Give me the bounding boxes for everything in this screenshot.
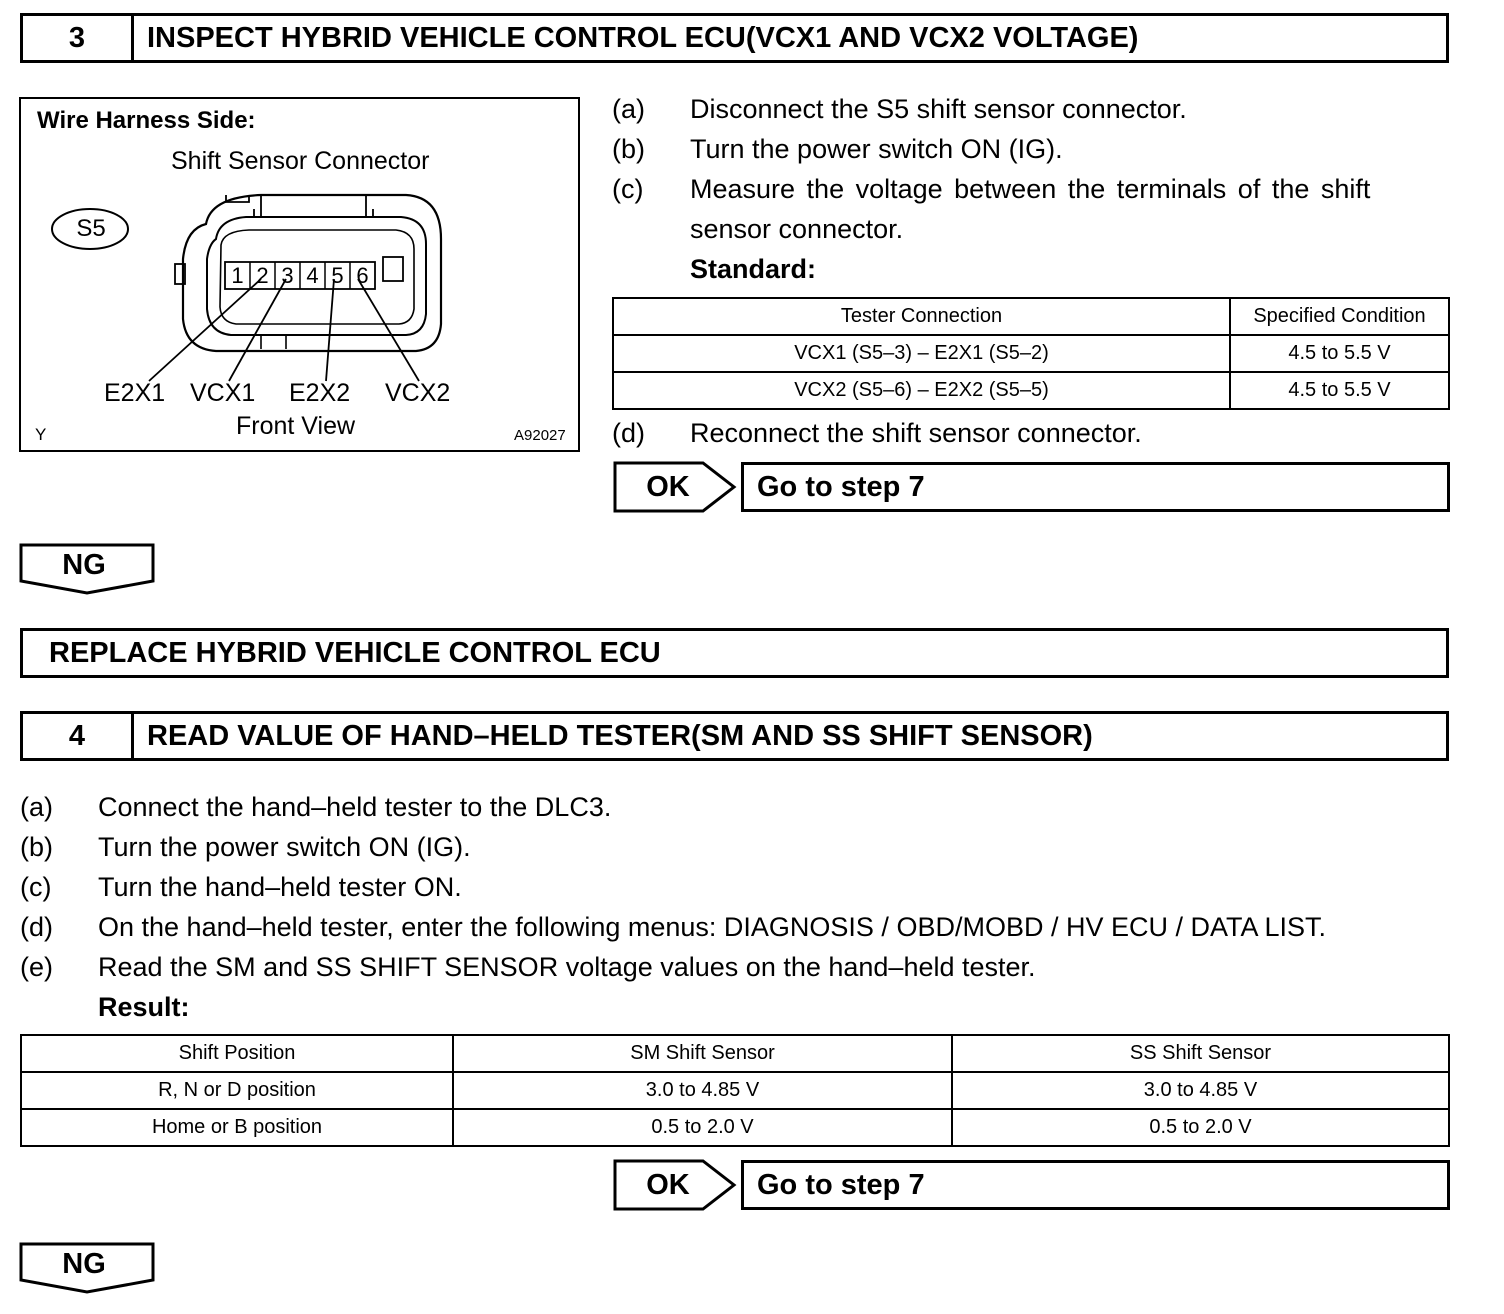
instruction-label: (b): [612, 134, 645, 164]
step-4-ng-arrow[interactable]: [19, 1242, 156, 1294]
ng-label: NG: [62, 1248, 106, 1280]
pin-3: 3: [281, 263, 294, 288]
instruction-label: (d): [612, 418, 645, 448]
table-header: SS Shift Sensor: [952, 1035, 1449, 1072]
instruction-text: Turn the power switch ON (IG).: [98, 832, 471, 862]
step-3-spec-table: [612, 297, 1450, 410]
table-header: Shift Position: [21, 1035, 453, 1072]
pin-6: 6: [356, 263, 369, 288]
ok-label: OK: [646, 1169, 690, 1201]
pin-4: 4: [306, 263, 319, 288]
step-3-go-to-step[interactable]: Go to step 7: [741, 462, 1450, 512]
step-3-number: 3: [23, 16, 134, 60]
connector-right-key: [383, 257, 403, 281]
instruction-text: Turn the power switch ON (IG).: [690, 134, 1063, 164]
step-4-header: [20, 711, 1449, 761]
connector-bottom-notch: [261, 335, 286, 349]
table-cell: 4.5 to 5.5 V: [1230, 335, 1449, 372]
table-row: [21, 1072, 1449, 1109]
view-label: Front View: [236, 412, 356, 440]
standard-label: Standard:: [690, 254, 817, 284]
pin-2: 2: [256, 263, 269, 288]
table-cell: VCX2 (S5–6) – E2X2 (S5–5): [613, 372, 1230, 409]
step-3-ok-arrow[interactable]: [613, 461, 737, 513]
connector-latch: [226, 195, 373, 217]
table-row: [613, 372, 1449, 409]
table-cell: 4.5 to 5.5 V: [1230, 372, 1449, 409]
instruction-text: Disconnect the S5 shift sensor connector.: [690, 94, 1187, 124]
figure-corner-left: Y: [35, 425, 47, 444]
table-header: Specified Condition: [1230, 298, 1449, 335]
step-4-instruction-a: [20, 787, 611, 827]
wire-label-e2x2: E2X2: [289, 379, 351, 407]
table-row: [613, 335, 1449, 372]
step-4-instruction-e: [20, 947, 1036, 987]
step-3-title: INSPECT HYBRID VEHICLE CONTROL ECU(VCX1 AND VCX2 VOLTAGE): [147, 21, 1139, 54]
instruction-label: (a): [20, 792, 53, 822]
step-3-instruction-c-cont: sensor connector.: [690, 214, 904, 244]
step-3-instruction-d: [612, 413, 1142, 453]
instruction-label: (c): [20, 872, 52, 902]
step-4-title: READ VALUE OF HAND–HELD TESTER(SM AND SS SHIFT SENSOR): [147, 719, 1093, 752]
step-4-ok-arrow[interactable]: [613, 1159, 737, 1211]
pin-5: 5: [331, 263, 344, 288]
instruction-text: Connect the hand–held tester to the DLC3.: [98, 792, 612, 822]
step-4-instruction-d: [20, 907, 1326, 947]
table-cell: 0.5 to 2.0 V: [453, 1109, 952, 1146]
ok-label: OK: [646, 471, 690, 503]
instruction-label: (d): [20, 912, 53, 942]
wire-label-vcx1: VCX1: [190, 379, 256, 407]
table-cell: VCX1 (S5–3) – E2X1 (S5–2): [613, 335, 1230, 372]
table-cell: 3.0 to 4.85 V: [453, 1072, 952, 1109]
leader-e2x2: [326, 279, 334, 381]
leader-e2x1: [149, 279, 261, 381]
step-3-ng-result: REPLACE HYBRID VEHICLE CONTROL ECU: [20, 628, 1449, 678]
instruction-label: (b): [20, 832, 53, 862]
leader-vcx1: [229, 279, 286, 381]
instruction-label: (a): [612, 94, 645, 124]
wire-label-e2x1: E2X1: [104, 379, 166, 407]
table-header: Tester Connection: [613, 298, 1230, 335]
step-3-instruction-c: [612, 169, 1452, 209]
step-3-instruction-a: [612, 89, 1187, 129]
step-4-result-table: [20, 1034, 1450, 1147]
figure-id: A92027: [514, 427, 566, 444]
connector-figure: [19, 97, 580, 452]
result-label: Result:: [98, 992, 190, 1022]
step-4-number: 4: [23, 714, 134, 758]
instruction-label: (c): [612, 174, 644, 204]
table-header-row: [613, 298, 1449, 335]
connector-code: S5: [76, 215, 106, 242]
step-3-instruction-b: [612, 129, 1063, 169]
connector-name: Shift Sensor Connector: [171, 147, 430, 175]
instruction-text: On the hand–held tester, enter the following menus: DIAGNOSIS / OBD/MOBD / HV ECU / DATA LIST.: [98, 912, 1327, 942]
table-cell: Home or B position: [21, 1109, 453, 1146]
table-row: [21, 1109, 1449, 1146]
instruction-text: Measure the voltage between the terminals of the shift: [690, 174, 1371, 204]
step-4-instruction-c: [20, 867, 462, 907]
leader-vcx2: [358, 279, 419, 381]
step-4-instruction-b: [20, 827, 471, 867]
table-cell: R, N or D position: [21, 1072, 453, 1109]
instruction-text: Read the SM and SS SHIFT SENSOR voltage values on the hand–held tester.: [98, 952, 1036, 982]
table-cell: 0.5 to 2.0 V: [952, 1109, 1449, 1146]
instruction-label: (e): [20, 952, 53, 982]
step-3-ng-arrow[interactable]: [19, 543, 156, 595]
table-cell: 3.0 to 4.85 V: [952, 1072, 1449, 1109]
instruction-text: Turn the hand–held tester ON.: [98, 872, 462, 902]
table-header-row: [21, 1035, 1449, 1072]
instruction-text: Reconnect the shift sensor connector.: [690, 418, 1142, 448]
step-3-header: [20, 13, 1449, 63]
pin-1: 1: [231, 263, 244, 288]
ng-label: NG: [62, 549, 106, 581]
wire-label-vcx2: VCX2: [385, 379, 451, 407]
step-4-go-to-step[interactable]: Go to step 7: [741, 1160, 1450, 1210]
figure-heading: Wire Harness Side:: [37, 107, 256, 134]
table-header: SM Shift Sensor: [453, 1035, 952, 1072]
